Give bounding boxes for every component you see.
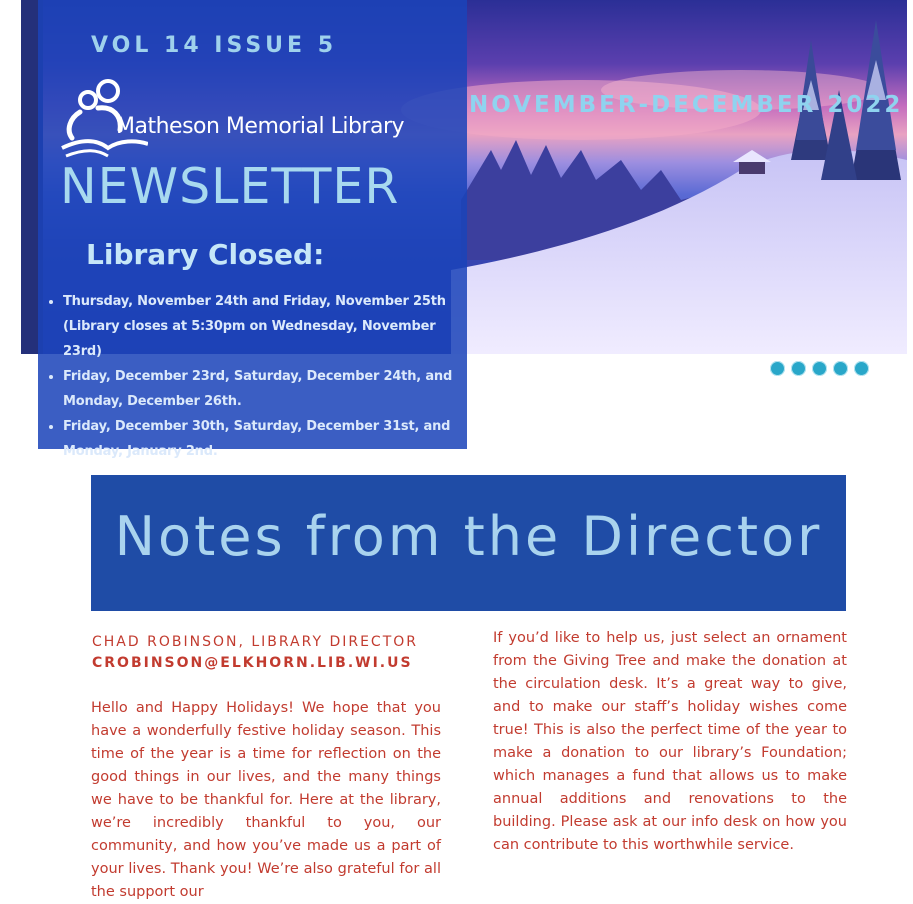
carousel-dot[interactable]: [833, 361, 848, 376]
newsletter-title: NEWSLETTER: [60, 158, 400, 215]
closure-item: • Friday, December 30th, Saturday, December 31st, and Monday, January 2nd.: [63, 414, 478, 464]
section-header: [91, 475, 846, 611]
carousel-dot[interactable]: [770, 361, 785, 376]
volume-issue: VOL 14 ISSUE 5: [91, 33, 338, 58]
issue-date-range: NOVEMBER-DECEMBER 2022: [469, 92, 904, 118]
closure-item: • Friday, December 23rd, Saturday, December 24th, and Monday, December 26th.: [63, 364, 478, 414]
article-column-right: If you’d like to help us, just select an ornament from the Giving Tree and make the donation at the circulation desk. It’s a great way to give, and to make our staff’s holiday wishes come true! This is also the perfect time of the year to make a donation to our library’s Foundation; which manages a fund that allows us to make annual additions and renovations to the building. Please ask at our info desk on how you can contribute to this worthwhile service.: [493, 630, 847, 853]
section-title: Notes from the Director: [114, 505, 823, 568]
author-byline: CHAD ROBINSON, LIBRARY DIRECTOR: [92, 634, 419, 650]
article-column-left: Hello and Happy Holidays! We hope that you have a wonderfully festive holiday season. This time of the year is a time for reflection on the good things in our lives, and the many things we have to be thankful for. Here at the library, we’re incredibly thankful to you, our community, and how you’ve made us a part of your lives. Thank you! We’re also grateful for all the support our: [91, 700, 441, 900]
author-email-link[interactable]: CROBINSON@ELKHORN.LIB.WI.US: [92, 655, 413, 671]
carousel-dot[interactable]: [812, 361, 827, 376]
closure-list: [48, 289, 478, 464]
carousel-dot[interactable]: [854, 361, 869, 376]
carousel-dot[interactable]: [791, 361, 806, 376]
carousel-dots: [770, 361, 869, 376]
closure-item: • Thursday, November 24th and Friday, November 25th (Library closes at 5:30pm on Wednesday, November 23rd): [63, 289, 478, 364]
closures-heading: Library Closed:: [86, 238, 325, 271]
library-name: Matheson Memorial Library: [116, 114, 405, 139]
